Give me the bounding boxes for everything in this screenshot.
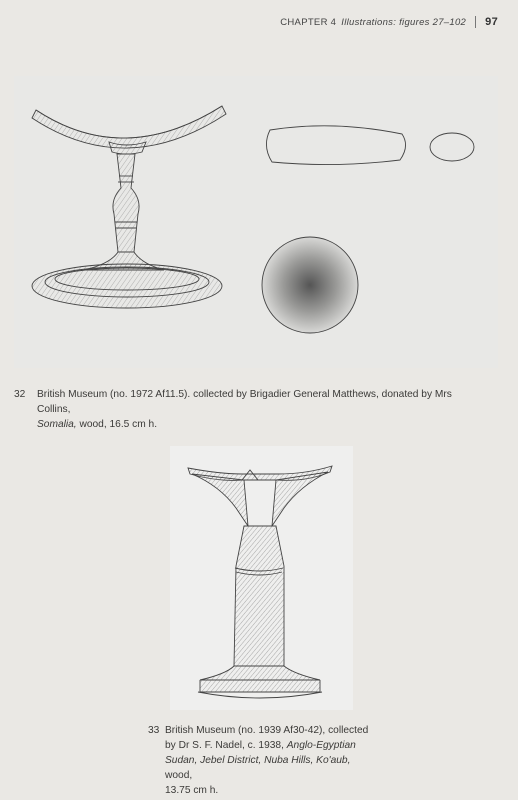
figure-32-text [37,387,487,432]
figure-32-text-italic: Somalia, [37,419,77,430]
figure-33-number: 33 [148,725,160,736]
headrest-top-view [266,126,405,165]
chapter-label: CHAPTER 4 [280,16,337,28]
figure-33-line-3-italic: Sudan, Jebel District, Nuba Hills, Ko'aub, [165,755,351,766]
headrest-end-view [430,133,474,161]
figure-33-caption [148,723,378,796]
figure-32-drawing [14,76,498,368]
figure-32-text-roman: British Museum (no. 1972 Af11.5). collected by Brigadier General Matthews, donated by Mrs Collins, [37,389,452,415]
figure-32-text-end: wood, 16.5 cm h. [76,419,158,430]
page-number: 97 [485,16,498,28]
headrest-side-view [32,106,226,308]
figure-33-drawing [170,446,353,710]
chapter-subtitle: Illustrations: figures 27–102 [341,16,467,28]
header-divider [475,16,476,28]
figure-33-line-3-end: wood, [165,770,193,781]
figure-33-line-4: 13.75 cm h. [165,785,219,796]
figure-33-plate [170,446,353,710]
figure-33-line-1: British Museum (no. 1939 Af30-42), collected [165,725,369,736]
headrest-base-view [262,237,358,333]
figure-33-line-2-italic: Anglo-Egyptian [286,740,356,751]
figure-32-caption [14,387,484,430]
figure-33-text [165,723,380,798]
figure-32-number: 32 [14,389,26,400]
headrest-33 [188,466,332,698]
figure-33-line-2: by Dr S. F. Nadel, c. 1938, [165,740,287,751]
running-head [280,16,498,28]
figure-32-plate [14,76,498,368]
